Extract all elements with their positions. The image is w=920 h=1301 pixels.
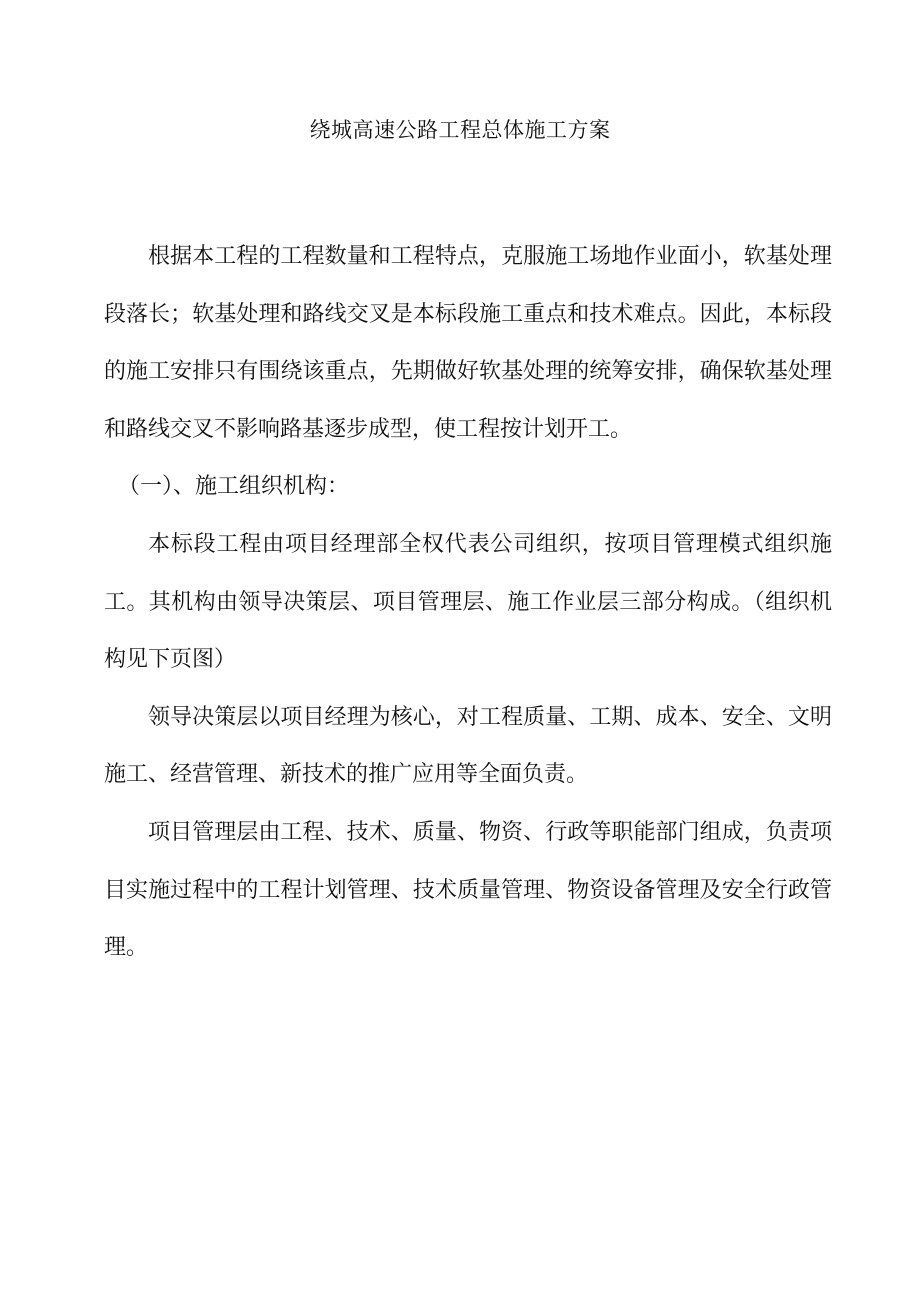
paragraph-leadership-layer: 领导决策层以项目经理为核心，对工程质量、工期、成本、安全、文明施工、经营管理、新技术的推广应用等全面负责。 [104, 704, 832, 788]
paragraph-organization: 本标段工程由项目经理部全权代表公司组织，按项目管理模式组织施工。其机构由领导决策层、项目管理层、施工作业层三部分构成。（组织机构见下页图） [104, 531, 832, 673]
paragraph-management-layer: 项目管理层由工程、技术、质量、物资、行政等职能部门组成，负责项目实施过程中的工程计划管理、技术质量管理、物资设备管理及安全行政管理。 [104, 819, 832, 961]
document-title: 绕城高速公路工程总体施工方案 [309, 118, 611, 142]
section-heading-organization: （一）、施工组织机构： [118, 474, 350, 500]
document-body [104, 228, 832, 977]
paragraph-intro: 根据本工程的工程数量和工程特点，克服施工场地作业面小，软基处理段落长；软基处理和路线交叉是本标段施工重点和技术难点。因此，本标段的施工安排只有围绕该重点，先期做好软基处理的统筹安排，确保软基处理和路线交叉不影响路基逐步成型，使工程按计划开工。 [104, 244, 832, 442]
